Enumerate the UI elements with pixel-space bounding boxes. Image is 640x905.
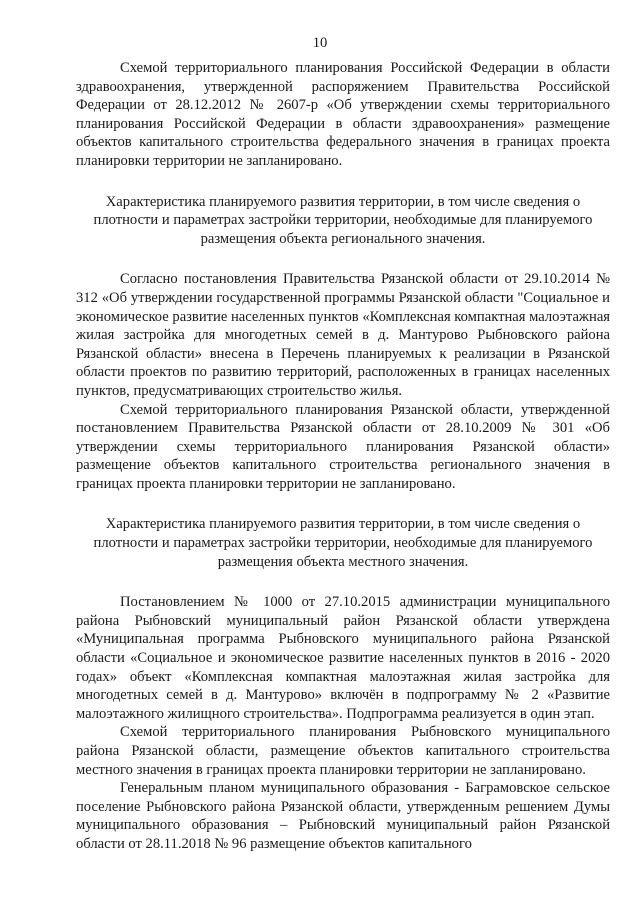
section-heading-regional: Характеристика планируемого развития территории, в том числе сведения о плотности и параметрах застройки территории, необходимые для планируемого размещения объекта регионального значения.	[93, 193, 593, 247]
paragraph-municipal-program: Постановлением № 1000 от 27.10.2015 администрации муниципального района Рыбновский муниципальный район Рязанской области утверждена «Муниципальная программа Рыбновского муниципального района Рязанской области «Социальное и экономическое развитие населенных пунктов в 2016 - 2020 годах» объект «Комплексная компактная малоэтажная жилая застройка для многодетных семей в д. Мантурово» включён в подпрограмму № 2 «Развитие малоэтажного жилищного строительства». Подпрограмма реализуется в один этап.	[76, 594, 610, 722]
paragraph-federal-scheme: Схемой территориального планирования Российской Федерации в области здравоохранения, утвержденной распоряжением Правительства Российской Федерации от 28.12.2012 № 2607-р «Об утверждении схемы территориального планирования Российской Федерации в области здравоохранения» размещение объектов капитального строительства федерального значения в границах проекта планировки территории не запланировано.	[76, 60, 610, 169]
paragraph-district-scheme: Схемой территориального планирования Рыбновского муниципального района Рязанской области, размещение объектов капитального строительства местного значения в границах проекта планировки территории не запланировано.	[76, 724, 610, 778]
paragraph-regional-resolution: Согласно постановления Правительства Рязанской области от 29.10.2014 № 312 «Об утверждении государственной программы Рязанской области "Социальное и экономическое развитие населенных пунктов «Комплексная компактная малоэтажная жилая застройка для многодетных семей в д. Мантурово Рыбновского района Рязанской области» внесена в Перечень планируемых к реализации в Рязанской области проектов по развитию территорий, расположенных в границах населенных пунктов, предусматривающих строительство жилья.	[76, 271, 611, 399]
document-body	[76, 59, 610, 854]
paragraph-general-plan: Генеральным планом муниципального образования - Баграмовское сельское поселение Рыбновского района Рязанской области, утвержденным решением Думы муниципального образования – Рыбновский муниципальный район Рязанской области от 28.11.2018 № 96 размещение объектов капитального	[76, 780, 610, 852]
page-number: 10	[312, 35, 328, 51]
section-heading-local: Характеристика планируемого развития территории, в том числе сведения о плотности и параметрах застройки территории, необходимые для планируемого размещения объекта местного значения.	[93, 516, 593, 570]
paragraph-regional-scheme: Схемой территориального планирования Рязанской области, утвержденной постановлением Правительства Рязанской области от 28.10.2009 № 301 «Об утверждении схемы территориального планирования Рязанской области» размещение объектов капитального строительства регионального значения в границах проекта планировки территории не запланировано.	[76, 401, 610, 492]
